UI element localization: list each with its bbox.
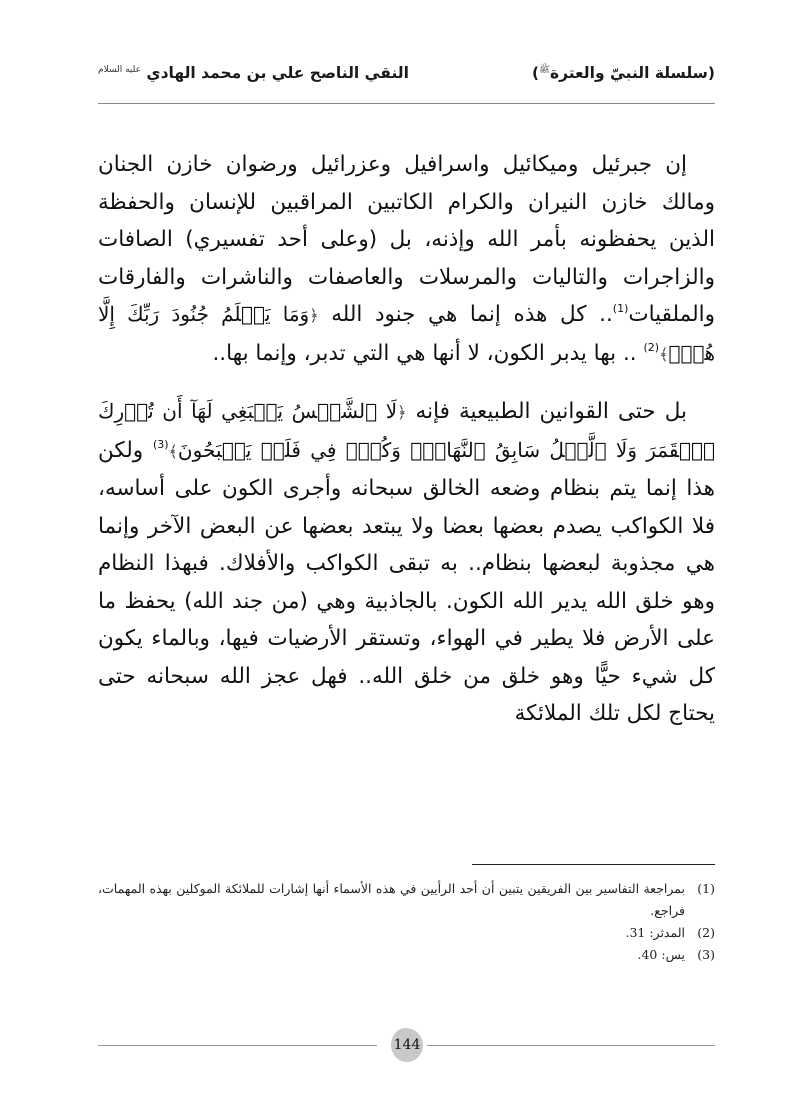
footer-divider-right [427, 1045, 715, 1046]
book-title [98, 64, 409, 82]
footnote-item [98, 878, 715, 922]
footnote-reference[interactable]: (1) [612, 302, 629, 315]
footnote-number: (2) [697, 925, 715, 940]
page-footer [98, 1028, 715, 1062]
footnote-text: يس: 40. [637, 947, 685, 962]
honorific-glyph: ﷺ [539, 65, 550, 76]
body-text-run: إن جبرئيل وميكائيل واسرافيل وعزرائيل ورضوان خازن الجنان ومالك خازن النيران والكرام الكاتبين المراقبين للإنسان والحفظة الذين يحفظونه بأمر الله وإذنه، بل (وعلى أحد تفسيري) الصافات والزاجرات والتاليات والمرسلات والعاصفات والناشرات والفارقات والملقيات [98, 152, 715, 327]
series-title-text: (سلسلة النبيّ والعترة [549, 64, 715, 83]
paragraph [98, 393, 715, 733]
series-title-close: ) [531, 64, 540, 83]
page-number: 144 [393, 1037, 421, 1053]
footnotes [98, 878, 715, 966]
ornate-bracket-close-icon: ﴾ [168, 441, 178, 461]
footnote-item [98, 922, 715, 944]
footnote-number: (1) [697, 881, 715, 896]
ornate-bracket-open-icon: ﴿ [309, 306, 319, 325]
footnote-reference[interactable]: (3) [152, 437, 169, 451]
book-title-text: النقي الناصح علي بن محمد الهادي [146, 64, 409, 82]
ornate-bracket-close-icon: ﴾ [659, 344, 669, 364]
running-header [98, 58, 715, 88]
footnote-item [98, 944, 715, 966]
page-number-badge [391, 1028, 423, 1062]
ornate-bracket-open-icon: ﴿ [397, 403, 407, 422]
footnote-divider [472, 864, 715, 865]
main-body [98, 146, 715, 733]
body-text-run: .. كل هذه إنما هي جنود الله [318, 302, 613, 327]
footnote-reference[interactable]: (2) [643, 340, 660, 354]
footer-divider-left [98, 1045, 377, 1046]
honorific-glyph: عليه السلام [98, 64, 141, 75]
footnote-number: (3) [697, 947, 715, 962]
body-text-run: ولكن هذا إنما يتم بنظام وضعه الخالق سبحانه وأجرى الكون على أساسه، فلا الكواكب يصدم بعضها بعضا ولا يبتعد بعضها عن البعض الآخر وإنما هي مجذوبة لبعضها بنظام.. به تبقى الكواكب والأفلاك. فبهذا النظام وهو خلق الله يدير الله الكون. بالجاذبية وهي (من جند الله) يحفظ ما على الأرض فلا يطير في الهواء، وتستقر الأرضيات فيها، وبالماء يكون كل شيء حيًّا وهو خلق من خلق الله.. فهل عجز الله سبحانه حتى يحتاج لكل تلك الملائكة [98, 437, 715, 726]
footnote-text: المدثر: 31. [625, 925, 685, 940]
quran-verse-text: لَا ٱلشَّمۡسُ يَنۢبَغِي لَهَآ أَن تُدۡرِكَ ٱلۡقَمَرَ وَلَا ٱلَّيۡلُ سَابِقُ ٱلنَّهَارِۚ وَكُلّٞ فِي فَلَكٖ يَسۡبَحُونَ [98, 399, 715, 462]
quran-verse-text: وَمَا يَعۡلَمُ جُنُودَ رَبِّكَ إِلَّا هُوَۚ [98, 302, 715, 365]
body-text-run: بل حتى القوانين الطبيعية فإنه [406, 399, 687, 424]
series-title [532, 63, 715, 82]
footnote-text: بمراجعة التفاسير بين الفريقين يتبين أن أحد الرأيين في هذه الأسماء أنها إشارات للملائكة الموكلين بهذه المهمات، فراجع. [98, 881, 685, 918]
header-divider [98, 103, 715, 104]
paragraph [98, 146, 715, 373]
body-text-run: .. بها يدبر الكون، لا أنها هي التي تدبر، وإنما بها.. [212, 340, 644, 366]
